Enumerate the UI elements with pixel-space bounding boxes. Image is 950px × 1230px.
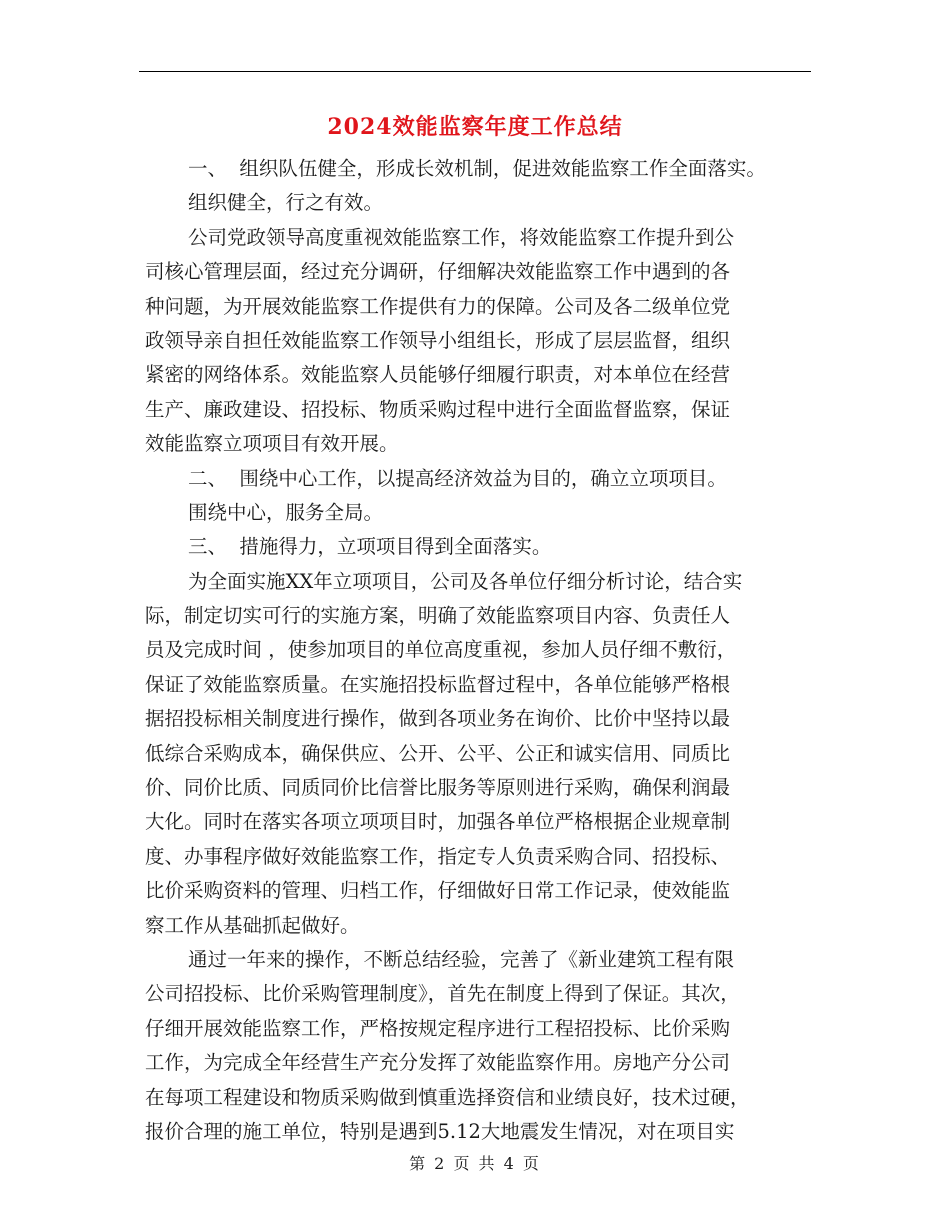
paragraph-line: 生产、廉政建设、招投标、物质采购过程中进行全面监督监察，保证	[145, 397, 731, 421]
paragraph-line: 效能监察立项项目有效开展。	[145, 432, 399, 456]
paragraph-line: 保证了效能监察质量。在实施招投标监督过程中，各单位能够严格根	[145, 672, 731, 696]
document-title: 2024效能监察年度工作总结	[327, 114, 623, 140]
paragraph-line: 察工作从基础抓起做好。	[145, 913, 360, 937]
section-heading-3: 三、 措施得力，立项项目得到全面落实。	[188, 535, 552, 559]
header-rule	[139, 71, 811, 72]
paragraph-line: 公司党政领导高度重视效能监察工作，将效能监察工作提升到公	[188, 225, 735, 249]
paragraph-line: 比价采购资料的管理、归档工作，仔细做好日常工作记录，使效能监	[145, 879, 731, 903]
paragraph-line: 员及完成时间 ，使参加项目的单位高度重视，参加人员仔细不敷衍，	[145, 638, 737, 662]
paragraph-line: 仔细开展效能监察工作，严格按规定程序进行工程招投标、比价采购	[145, 1016, 731, 1040]
paragraph-line: 组织健全，行之有效。	[188, 191, 384, 215]
paragraph-line: 际，制定切实可行的实施方案，明确了效能监察项目内容、负责任人	[145, 604, 731, 628]
paragraph-line: 工作，为完成全年经营生产充分发挥了效能监察作用。房地产分公司	[145, 1051, 731, 1075]
paragraph-line: 司核心管理层面，经过充分调研，仔细解决效能监察工作中遇到的各	[145, 260, 731, 284]
paragraph-line: 通过一年来的操作，不断总结经验，完善了《新业建筑工程有限	[188, 947, 735, 971]
paragraph-line: 度、办事程序做好效能监察工作，指定专人负责采购合同、招投标、	[145, 844, 731, 868]
section-heading-1: 一、 组织队伍健全，形成长效机制，促进效能监察工作全面落实。	[188, 157, 766, 180]
paragraph-line: 政领导亲自担任效能监察工作领导小组组长，形成了层层监督，组织	[145, 328, 731, 352]
paragraph-line: 围绕中心，服务全局。	[188, 500, 384, 524]
section-heading-2: 二、 围绕中心工作，以提高经济效益为目的，确立立项项目。	[188, 466, 727, 490]
document-body	[145, 152, 809, 1149]
paragraph-line: 紧密的网络体系。效能监察人员能够仔细履行职责，对本单位在经营	[145, 363, 731, 387]
paragraph-line: 据招投标相关制度进行操作，做到各项业务在询价、比价中坚持以最	[145, 707, 731, 731]
paragraph-line: 公司招投标、比价采购管理制度》，首先在制度上得到了保证。其次，	[145, 982, 740, 1006]
page-number-footer: 第 2 页 共 4 页	[409, 1154, 541, 1173]
paragraph-line: 报价合理的施工单位，特别是遇到5.12大地震发生情况，对在项目实	[145, 1119, 735, 1143]
paragraph-line: 种问题，为开展效能监察工作提供有力的保障。公司及各二级单位党	[145, 294, 731, 318]
paragraph-line: 低综合采购成本，确保供应、公开、公平、公正和诚实信用、同质比	[145, 741, 731, 765]
paragraph-line: 大化。同时在落实各项立项项目时，加强各单位严格根据企业规章制	[145, 810, 731, 834]
paragraph-line: 为全面实施XX年立项项目，公司及各单位仔细分析讨论，结合实	[188, 569, 743, 593]
paragraph-line: 在每项工程建设和物质采购做到慎重选择资信和业绩良好，技术过硬，	[145, 1085, 750, 1109]
paragraph-line: 价、同价比质、同质同价比信誉比服务等原则进行采购，确保利润最	[145, 776, 731, 800]
